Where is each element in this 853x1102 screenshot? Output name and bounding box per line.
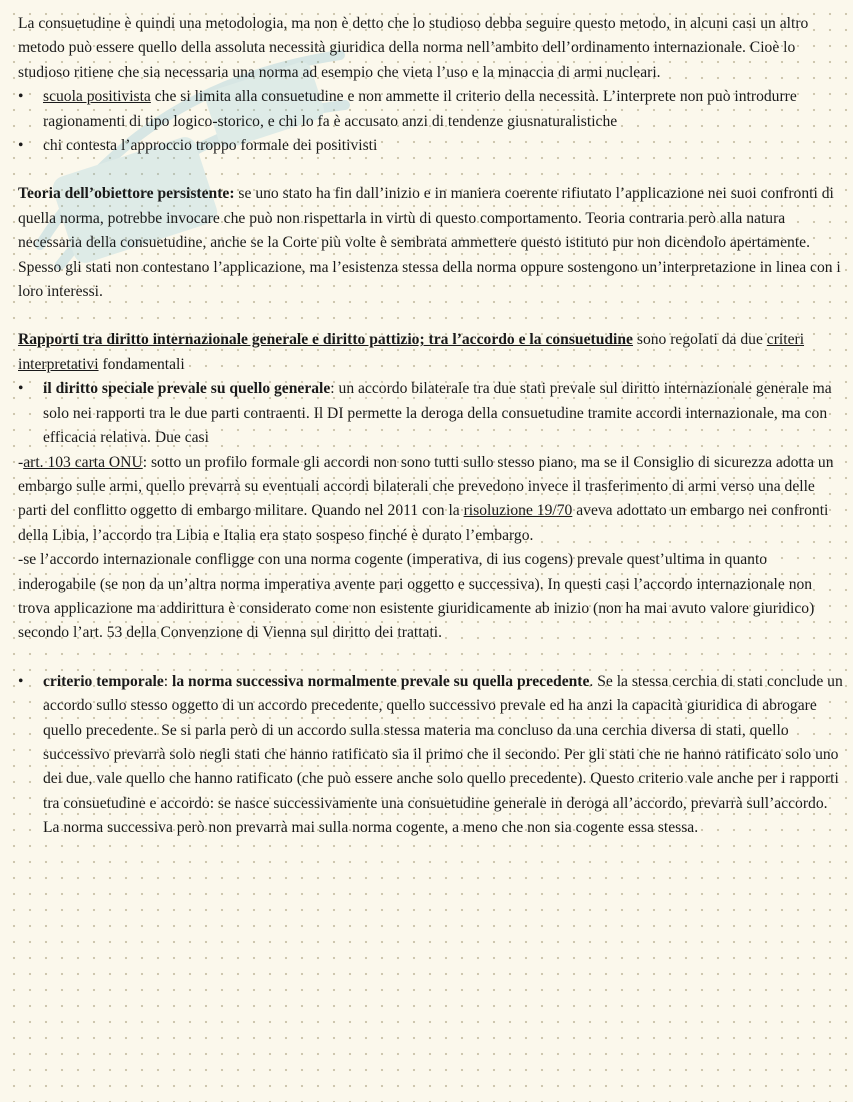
term-norma-successiva: la norma successiva normalmente prevale su quella precedente <box>172 672 590 690</box>
term-criteri-interpretativi: criteri interpretativi <box>18 331 805 373</box>
heading-rapporti: Rapporti tra diritto internazionale generale e diritto pattizio; tra l’accordo e la consuetudine <box>18 331 633 349</box>
heading-obiettore-persistente: Teoria dell’obiettore persistente: <box>18 185 235 203</box>
term-art-103-carta-onu: art. 103 carta ONU <box>23 453 143 471</box>
paragraph-consuetudine: La consuetudine è quindi una metodologia, ma non è detto che lo studioso debba seguire questo metodo, in alcuni casi un altro metodo può essere quello della assoluta necessità giuridica della norma nell’ambito dell’ordinamento internazionale. Cioè lo studioso ritiene che sia necessaria una norma ad esempio che vieta l’uso e la minaccia di armi nucleari. <box>18 15 809 81</box>
bullet-list-criterio-speciale <box>18 377 846 450</box>
list-item: • chi contesta l’approccio troppo formale dei positivisti <box>18 134 846 158</box>
term-scuola-positivista: scuola positivista <box>43 88 151 106</box>
document-page <box>18 12 846 841</box>
paragraph-obiettore-persistente: Teoria dell’obiettore persistente: se uno stato ha fin dall’inizio e in maniera coerente rifiutato l’applicazione nei suoi confronti di quella norma, potrebbe invocare che può non rispettarla in virtù di questo comportamento. Teoria contraria però alla natura necessaria della consuetudine, anche se la Corte più volte è sembrata ammettere questo istituto pur non dicendolo apertamente. Spesso gli stati non contestano l’applicazione, ma l’esistenza stessa della norma oppure sostengono un’interpretazione in linea con i loro interessi. <box>18 185 841 301</box>
list-item: • il diritto speciale prevale su quello generale: un accordo bilaterale tra due stati prevale sul diritto internazionale generale ma solo nei rapporti tra le due parti contraenti. Il DI permette la deroga della consuetudine tramite accordi internazionale, ma con efficacia relativa. Due casi <box>18 377 846 450</box>
list-item: • criterio temporale: la norma successiva normalmente prevale su quella precedente. Se la stessa cerchia di stati conclude un accordo sullo stesso oggetto di un accordo precedente, quello successivo prevale ed ha anzi la capacità giuridica di abrogare quello precedente. Se si parla però di un accordo sulla stessa materia ma concluso da una cerchia diversa di stati, quello successivo prevarrà solo negli stati che hanno ratificato sia il primo che il secondo. Per gli stati che ne hanno ratificato solo uno dei due, vale quello che hanno ratificato (che può essere anche solo quello precedente). Questo criterio vale anche per i rapporti tra consuetudine e accordo: se nasce successivamente una consuetudine generale in deroga all’accordo, prevarrà sull’accordo. La norma successiva però non prevarrà mai sulla norma cogente, a meno che non sia cogente essa stessa. <box>18 670 846 841</box>
bullet-list-schools <box>18 85 846 158</box>
paragraph-art-103: -art. 103 carta ONU: sotto un profilo formale gli accordi non sono tutti sullo stesso piano, ma se il Consiglio di sicurezza adotta un embargo sulle armi, quello prevarrà su eventuali accordi bilaterali che prevedono invece il trasferimento di armi verso una delle parti del conflitto oggetto di embargo militare. Quando nel 2011 con la risoluzione 19/70 aveva adottato un embargo nei confronti della Libia, l’accordo tra Libia e Italia era stato sospeso finché è durato l’embargo. <box>18 453 834 544</box>
term-risoluzione-19-70: risoluzione 19/70 <box>463 502 573 520</box>
paragraph-rapporti: Rapporti tra diritto internazionale generale e diritto pattizio; tra l’accordo e la consuetudine sono regolati da due criteri interpretativi fondamentali <box>18 331 805 373</box>
term-criterio-temporale: criterio temporale <box>43 672 164 690</box>
term-diritto-speciale: il diritto speciale prevale su quello generale <box>43 380 331 398</box>
list-item: • scuola positivista che si limita alla consuetudine e non ammette il criterio della necessità. L’interprete non può introdurre ragionamenti di tipo logico-storico, e chi lo fa è accusato anzi di tendenze giusnaturalistiche <box>18 85 846 134</box>
bullet-list-criterio-temporale <box>18 670 846 841</box>
paragraph-norma-cogente: -se l’accordo internazionale confligge con una norma cogente (imperativa, di ius cogens) prevale quest’ultima in quanto inderogabile (se non da un’altra norma imperativa avente pari oggetto e successiva). In questi casi l’accordo internazionale non trova applicazione ma addirittura è considerato come non esistente giuridicamente ab inizio (non ha mai avuto valore giuridico) secondo l’art. 53 della Convenzione di Vienna sul diritto dei trattati. <box>18 551 815 642</box>
